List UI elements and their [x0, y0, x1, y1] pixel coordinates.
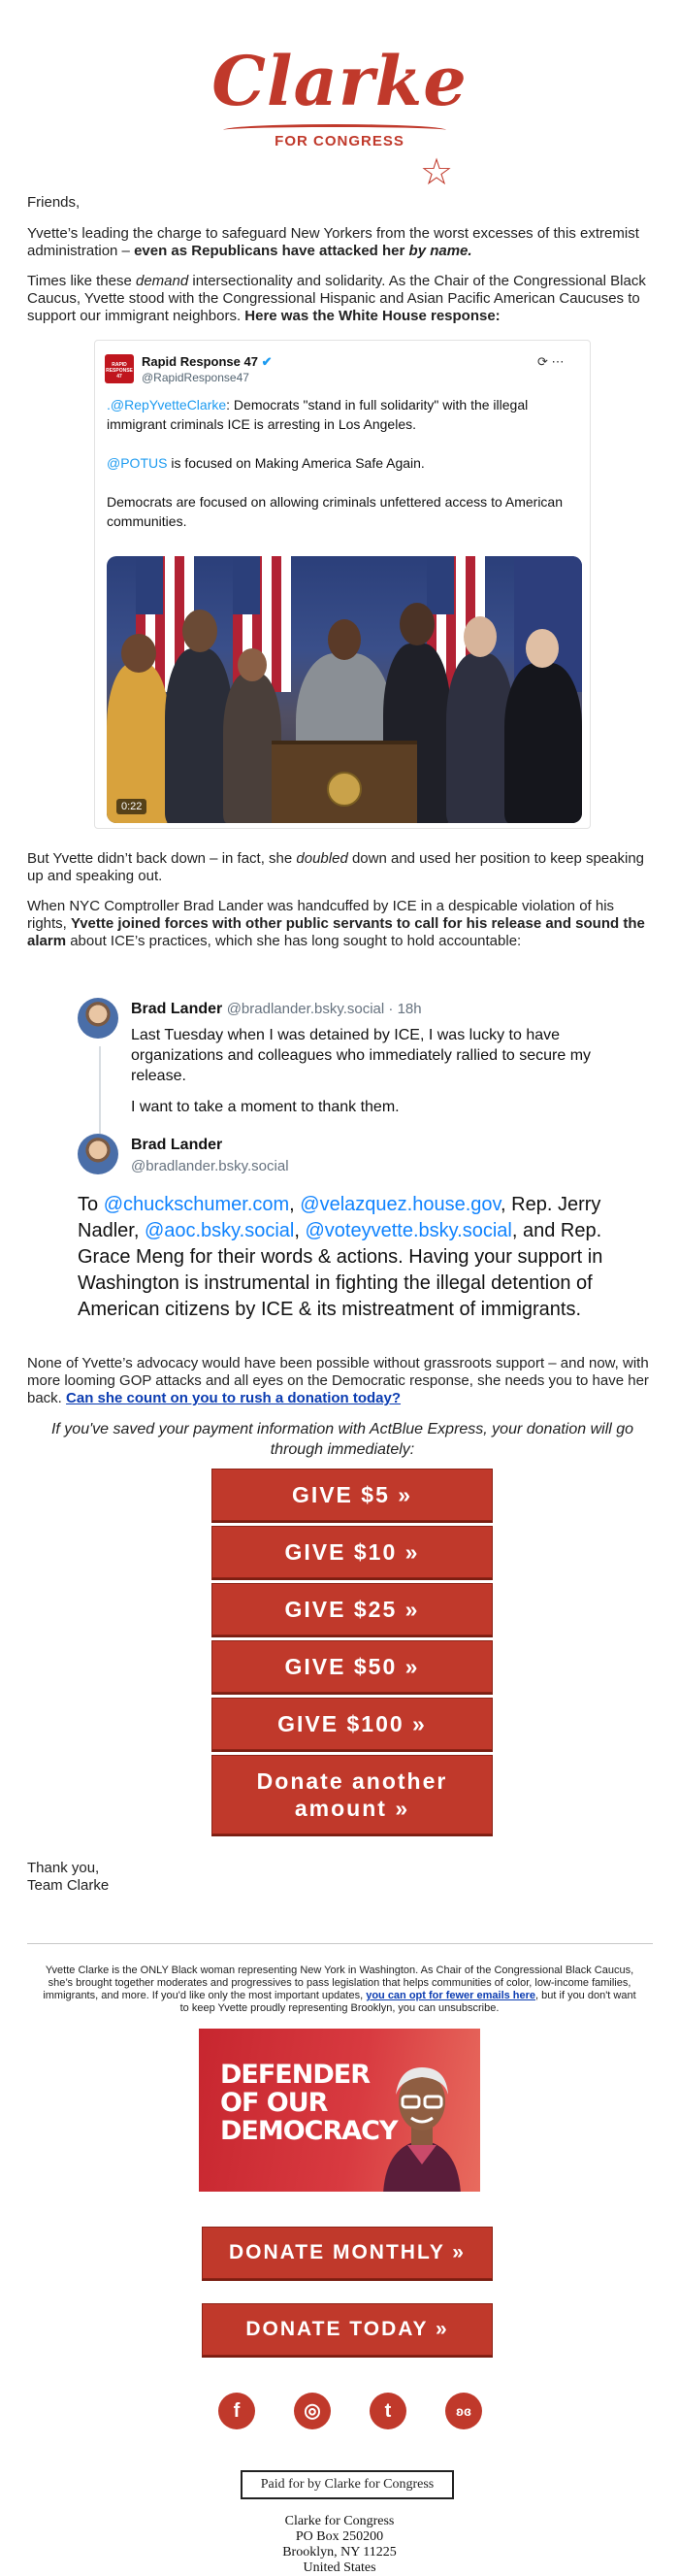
paid-for-disclaimer: Paid for by Clarke for Congress [241, 2470, 454, 2499]
clarke-logo [0, 39, 679, 193]
embedded-tweet[interactable] [94, 340, 591, 829]
house-seal [327, 772, 362, 807]
flag-canton [136, 556, 163, 614]
logo-subtitle: FOR CONGRESS [275, 133, 404, 149]
donate-monthly-button[interactable]: DONATE MONTHLY » [202, 2227, 493, 2279]
paragraph-4: When NYC Comptroller Brad Lander was handcuffed by ICE in a despicable violation of his rights, Yvette joined forces with other public servants to call for his release and sound the alarm about ICE’s practices, which she has long sought to hold accountable: [27, 898, 645, 949]
candidate-portrait [369, 2048, 475, 2192]
actblue-express-note: If you've saved your payment information with ActBlue Express, your donation will go through immediately: [50, 1421, 634, 1458]
tweet-mention-link[interactable]: .@RepYvetteClarke [107, 397, 227, 413]
tweet-potus-link[interactable]: @POTUS [107, 455, 168, 471]
person-head [121, 634, 156, 673]
divider [27, 1943, 653, 1944]
person-head [400, 603, 435, 645]
tweet-text-3: Democrats are focused on allowing criminals unfettered access to American communities. [107, 494, 563, 529]
mention-link[interactable]: @chuckschumer.com [103, 1194, 290, 1215]
tweet-avatar: RAPID RESPONSE 47 [105, 354, 134, 383]
paragraph-5: None of Yvette’s advocacy would have been possible without grassroots support – and now, with more looming GOP attacks and all eyes on the Democratic response, she needs you to have her back. Can she count on you to rush a donation today? [27, 1355, 649, 1406]
bluesky-post-1-text-a: Last Tuesday when I was detained by ICE, I was lucky to have organizations and colleagues who immediately rallied to secure my release. [131, 1027, 592, 1084]
give-10-button[interactable]: GIVE $10 » [211, 1526, 493, 1578]
mention-link[interactable]: @voteyvette.bsky.social [305, 1220, 512, 1241]
mailing-address: Clarke for Congress PO Box 250200 Brooklyn, NY 11225 United States [282, 2514, 397, 2575]
paragraph-3: But Yvette didn’t back down – in fact, she doubled down and used her position to keep speaking up and speaking out. [27, 850, 645, 884]
donate-today-button[interactable]: DONATE TODAY » [202, 2303, 493, 2356]
person-head [464, 616, 497, 657]
bluesky-icon[interactable]: ʚɞ [445, 2393, 482, 2429]
bluesky-avatar [78, 1134, 118, 1174]
person-head [526, 629, 559, 668]
tweet-text-1: .@RepYvetteClarke: Democrats "stand in full solidarity" with the illegal immigrant criminals ICE is arresting in Los Angeles. [107, 397, 529, 432]
video-duration: 0:22 [116, 799, 146, 814]
verified-icon: ✔ [261, 354, 273, 369]
flag-canton [427, 556, 454, 614]
donate-inline-link[interactable]: Can she count on you to rush a donation today? [66, 1390, 402, 1406]
person-figure [504, 663, 582, 823]
paragraph-2: Times like these demand intersectionality and solidarity. As the Chair of the Congressional Black Caucus, Yvette stood with the Congressional Hispanic and Asian Pacific American Caucuses to support our immigrant neighbors. Here was the White House response: [27, 273, 646, 324]
greeting: Friends, [27, 194, 81, 211]
tweet-author-name[interactable]: Rapid Response 47 ✔ [142, 354, 273, 369]
bluesky-avatar [78, 998, 118, 1039]
mention-link[interactable]: @velazquez.house.gov [300, 1194, 501, 1215]
defender-banner[interactable] [199, 2029, 480, 2192]
bluesky-author-handle[interactable]: @bradlander.bsky.social [131, 1158, 289, 1174]
signature: Thank you, Team Clarke [27, 1860, 110, 1894]
instagram-icon[interactable]: ◎ [294, 2393, 331, 2429]
give-5-button[interactable]: GIVE $5 » [211, 1469, 493, 1521]
person-head [238, 648, 267, 681]
banner-headline: DEFENDER OF OUR DEMOCRACY [220, 2060, 398, 2146]
bluesky-thread[interactable] [78, 998, 621, 1367]
bluesky-post-2-text: To @chuckschumer.com, @velazquez.house.gov, Rep. Jerry Nadler, @aoc.bsky.social, @voteyvette.bsky.social, and Rep. Grace Meng for their words & actions. Having your support in Washington is instrumental in fighting the illegal detention of American citizens by ICE & its mistreatment of immigrants. [78, 1194, 603, 1320]
bluesky-post-1-text-b: I want to take a moment to thank them. [131, 1099, 400, 1115]
donate-another-amount-button[interactable]: Donate another amount » [211, 1755, 493, 1834]
logo-star-icon: ☆ [419, 152, 454, 193]
fewer-emails-link[interactable]: you can opt for fewer emails here [366, 1990, 536, 2001]
give-50-button[interactable]: GIVE $50 » [211, 1640, 493, 1693]
give-25-button[interactable]: GIVE $25 » [211, 1583, 493, 1635]
bluesky-author-name[interactable]: Brad Lander @bradlander.bsky.social · 18h [131, 1001, 422, 1017]
logo-wordmark: Clarke [211, 41, 468, 121]
twitter-icon[interactable]: t [370, 2393, 406, 2429]
tweet-actions-icon[interactable]: ⟳ ⋯ [537, 354, 565, 369]
footer-blurb: Yvette Clarke is the ONLY Black woman representing New York in Washington. As Chair of the Congressional Black Caucus, she’s brought together moderates and progressives to pass legislation that helps communities of color, low-income families, immigrants, and more. If you'd like only the most important updates, you can opt for fewer emails here, but if you don't want to keep Yvette proudly representing Brooklyn, you can unsubscribe. [43, 1965, 636, 2014]
give-100-button[interactable]: GIVE $100 » [211, 1698, 493, 1750]
bluesky-author-name[interactable]: Brad Lander [131, 1137, 223, 1153]
person-head [182, 610, 217, 652]
mention-link[interactable]: @aoc.bsky.social [144, 1220, 295, 1241]
tweet-author-handle[interactable]: @RapidResponse47 [142, 371, 249, 384]
paragraph-1: Yvette’s leading the charge to safeguard New Yorkers from the worst excesses of this extremist administration – even as Republicans have attacked her by name. [27, 225, 639, 259]
facebook-icon[interactable]: f [218, 2393, 255, 2429]
tweet-video[interactable] [107, 556, 582, 823]
person-head [328, 619, 361, 660]
tweet-text-2: @POTUS is focused on Making America Safe Again. [107, 455, 425, 471]
flag-canton [233, 556, 260, 614]
